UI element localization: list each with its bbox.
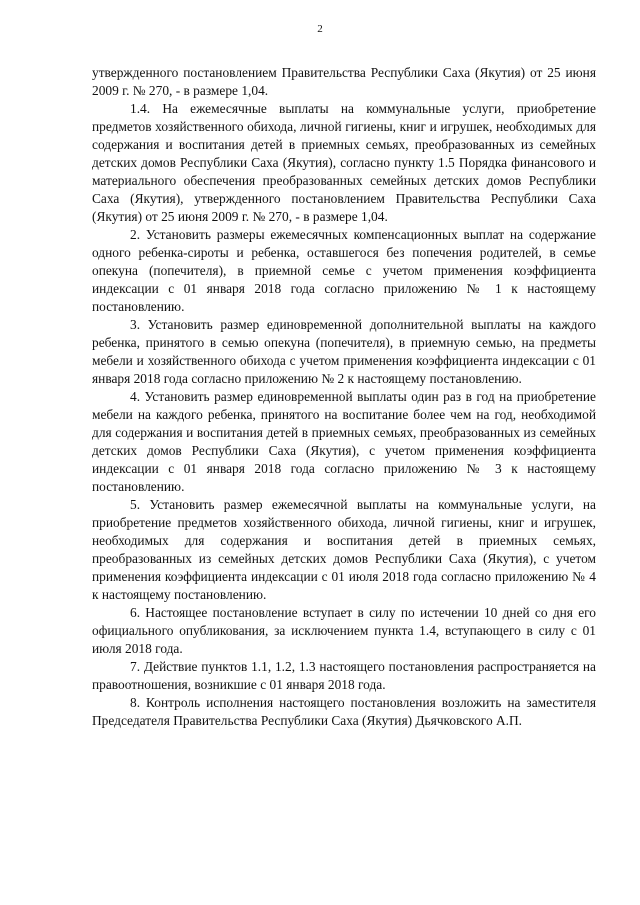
paragraph-5: 5. Установить размер ежемесячной выплаты на коммунальные услуги, на приобретение предметов хозяйственного обихода, личной гигиены, книг и игрушек, необходимых для содержания и воспитания детей в приемных семьях, преобразованных из семейных детских домов Республики Саха (Якутия), с учетом применения коэффициента индексации с 01 июля 2018 года согласно приложению № 4 к настоящему постановлению. — [92, 497, 596, 602]
paragraph-7: 7. Действие пунктов 1.1, 1.2, 1.3 настоящего постановления распространяется на правоотношения, возникшие с 01 января 2018 года. — [92, 659, 596, 692]
paragraph-6: 6. Настоящее постановление вступает в силу по истечении 10 дней со дня его официального опубликования, за исключением пункта 1.4, вступающего в силу с 01 июля 2018 года. — [92, 605, 596, 656]
paragraph-2: 2. Установить размеры ежемесячных компенсационных выплат на содержание одного ребенка-сироты и ребенка, оставшегося без попечения родителей, в семье опекуна (попечителя), в приемной семье с учетом применения коэффициента индексации с 01 января 2018 года согласно приложению № 1 к настоящему постановлению. — [92, 227, 596, 314]
paragraph-3: 3. Установить размер единовременной дополнительной выплаты на каждого ребенка, принятого в семью опекуна (попечителя), в приемную семью, на предметы мебели и хозяйственного обихода с учетом применения коэффициента индексации с 01 января 2018 года согласно приложению № 2 к настоящему постановлению. — [92, 317, 596, 386]
paragraph-8: 8. Контроль исполнения настоящего постановления возложить на заместителя Председателя Правительства Республики Саха (Якутия) Дьячковского А.П. — [92, 695, 596, 728]
document-body — [92, 64, 596, 730]
paragraph-continuation: утвержденного постановлением Правительства Республики Саха (Якутия) от 25 июня 2009 г. № 270, - в размере 1,04. — [92, 65, 596, 98]
paragraph-4: 4. Установить размер единовременной выплаты один раз в год на приобретение мебели на каждого ребенка, принятого на воспитание более чем на год, необходимой для содержания и воспитания детей в приемных семьях, преобразованных из семейных детских домов Республики Саха (Якутия), с учетом применения коэффициента индексации с 01 января 2018 года согласно приложению № 3 к настоящему постановлению. — [92, 389, 596, 494]
paragraph-1-4: 1.4. На ежемесячные выплаты на коммунальные услуги, приобретение предметов хозяйственного обихода, личной гигиены, книг и игрушек, необходимых для содержания и воспитания детей в приемных семьях, преобразованных из семейных детских домов Республики Саха (Якутия), согласно пункту 1.5 Порядка финансового и материального обеспечения преобразованных семейных детских домов Республики Саха (Якутия), утвержденного постановлением Правительства Республики Саха (Якутия) от 25 июня 2009 г. № 270, - в размере 1,04. — [92, 101, 596, 224]
page-number: 2 — [317, 23, 323, 35]
